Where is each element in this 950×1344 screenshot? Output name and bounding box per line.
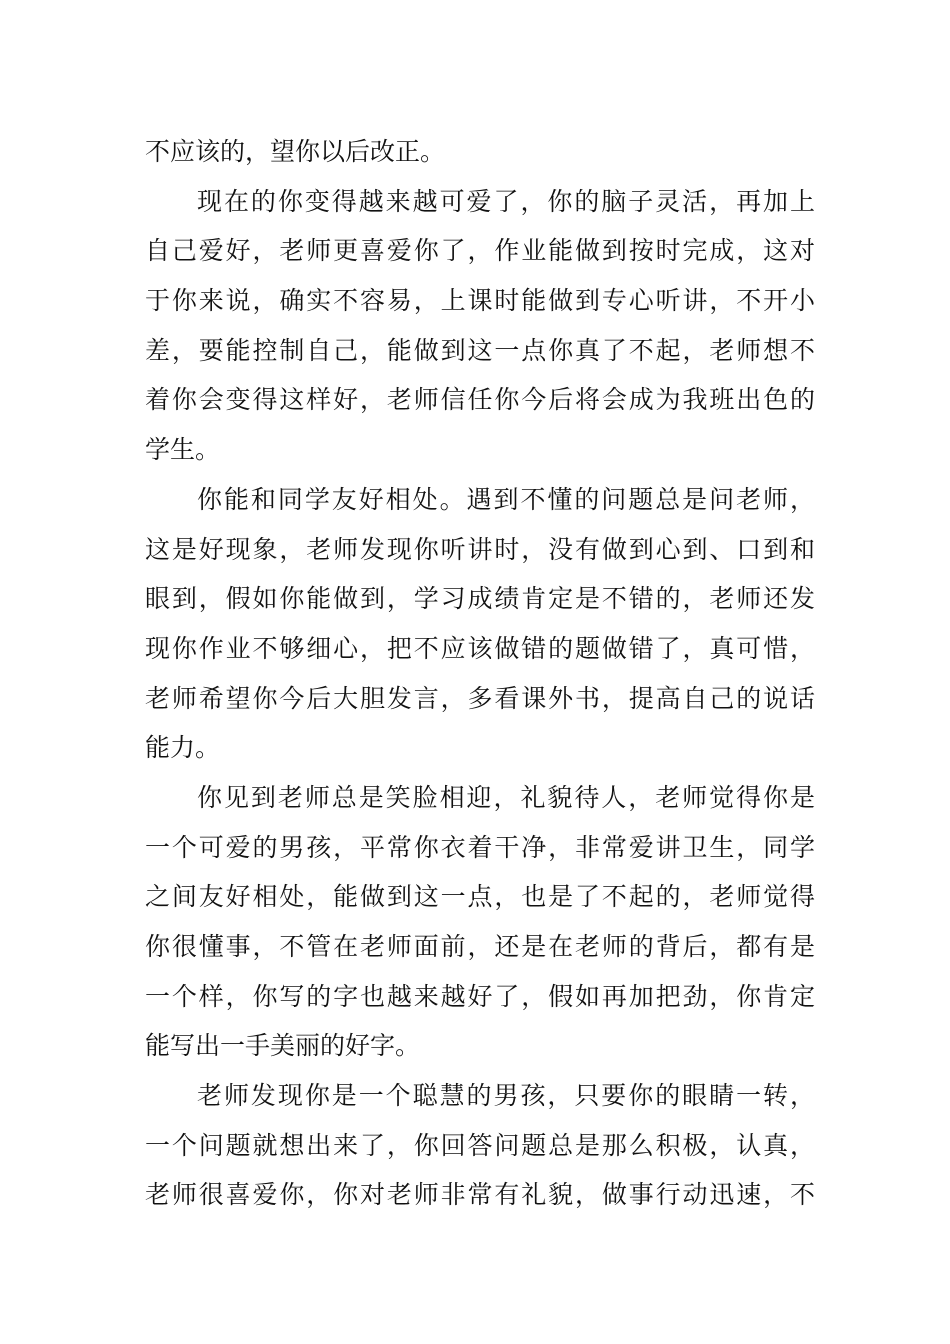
text-line: 老师发现你是一个聪慧的男孩，只要你的眼睛一转， bbox=[197, 1081, 815, 1111]
text-line: 老师很喜爱你，你对老师非常有礼貌，做事行动迅速，不 bbox=[145, 1180, 815, 1210]
document-body bbox=[145, 127, 815, 1220]
text-line: 着你会变得这样好，老师信任你今后将会成为我班出色的 bbox=[145, 385, 815, 415]
text-line: 这是好现象，老师发现你听讲时，没有做到心到、口到和 bbox=[145, 534, 815, 564]
text-line: 不应该的，望你以后改正。 bbox=[145, 137, 446, 166]
text-line: 你能和同学友好相处。遇到不懂的问题总是问老师， bbox=[197, 484, 815, 514]
text-line: 现你作业不够细心，把不应该做错的题做错了，真可惜， bbox=[145, 633, 815, 663]
text-line: 自己爱好，老师更喜爱你了，作业能做到按时完成，这对 bbox=[145, 236, 815, 266]
text-line: 一个样，你写的字也越来越好了，假如再加把劲，你肯定 bbox=[145, 981, 815, 1011]
paragraph-5 bbox=[145, 1071, 815, 1220]
text-line: 你见到老师总是笑脸相迎，礼貌待人，老师觉得你是 bbox=[197, 782, 815, 812]
text-line: 于你来说，确实不容易，上课时能做到专心听讲，不开小 bbox=[145, 286, 815, 316]
text-line: 之间友好相处，能做到这一点，也是了不起的，老师觉得 bbox=[145, 882, 815, 912]
text-line: 能力。 bbox=[145, 733, 221, 763]
text-line: 能写出一手美丽的好字。 bbox=[145, 1031, 421, 1061]
text-line: 一个问题就想出来了，你回答问题总是那么积极，认真， bbox=[145, 1130, 815, 1160]
paragraph-3 bbox=[145, 475, 815, 773]
text-line: 老师希望你今后大胆发言，多看课外书，提高自己的说话 bbox=[145, 683, 815, 713]
text-line: 你很懂事，不管在老师面前，还是在老师的背后，都有是 bbox=[145, 932, 815, 961]
text-line: 学生。 bbox=[145, 435, 221, 465]
text-line: 一个可爱的男孩，平常你衣着干净，非常爱讲卫生，同学 bbox=[145, 832, 815, 862]
text-line: 眼到，假如你能做到，学习成绩肯定是不错的，老师还发 bbox=[145, 584, 815, 614]
paragraph-4 bbox=[145, 773, 815, 1071]
text-line: 现在的你变得越来越可爱了，你的脑子灵活，再加上 bbox=[197, 186, 815, 216]
text-line: 差，要能控制自己，能做到这一点你真了不起，老师想不 bbox=[145, 335, 815, 365]
paragraph-2 bbox=[145, 177, 815, 475]
paragraph-1 bbox=[145, 127, 815, 177]
